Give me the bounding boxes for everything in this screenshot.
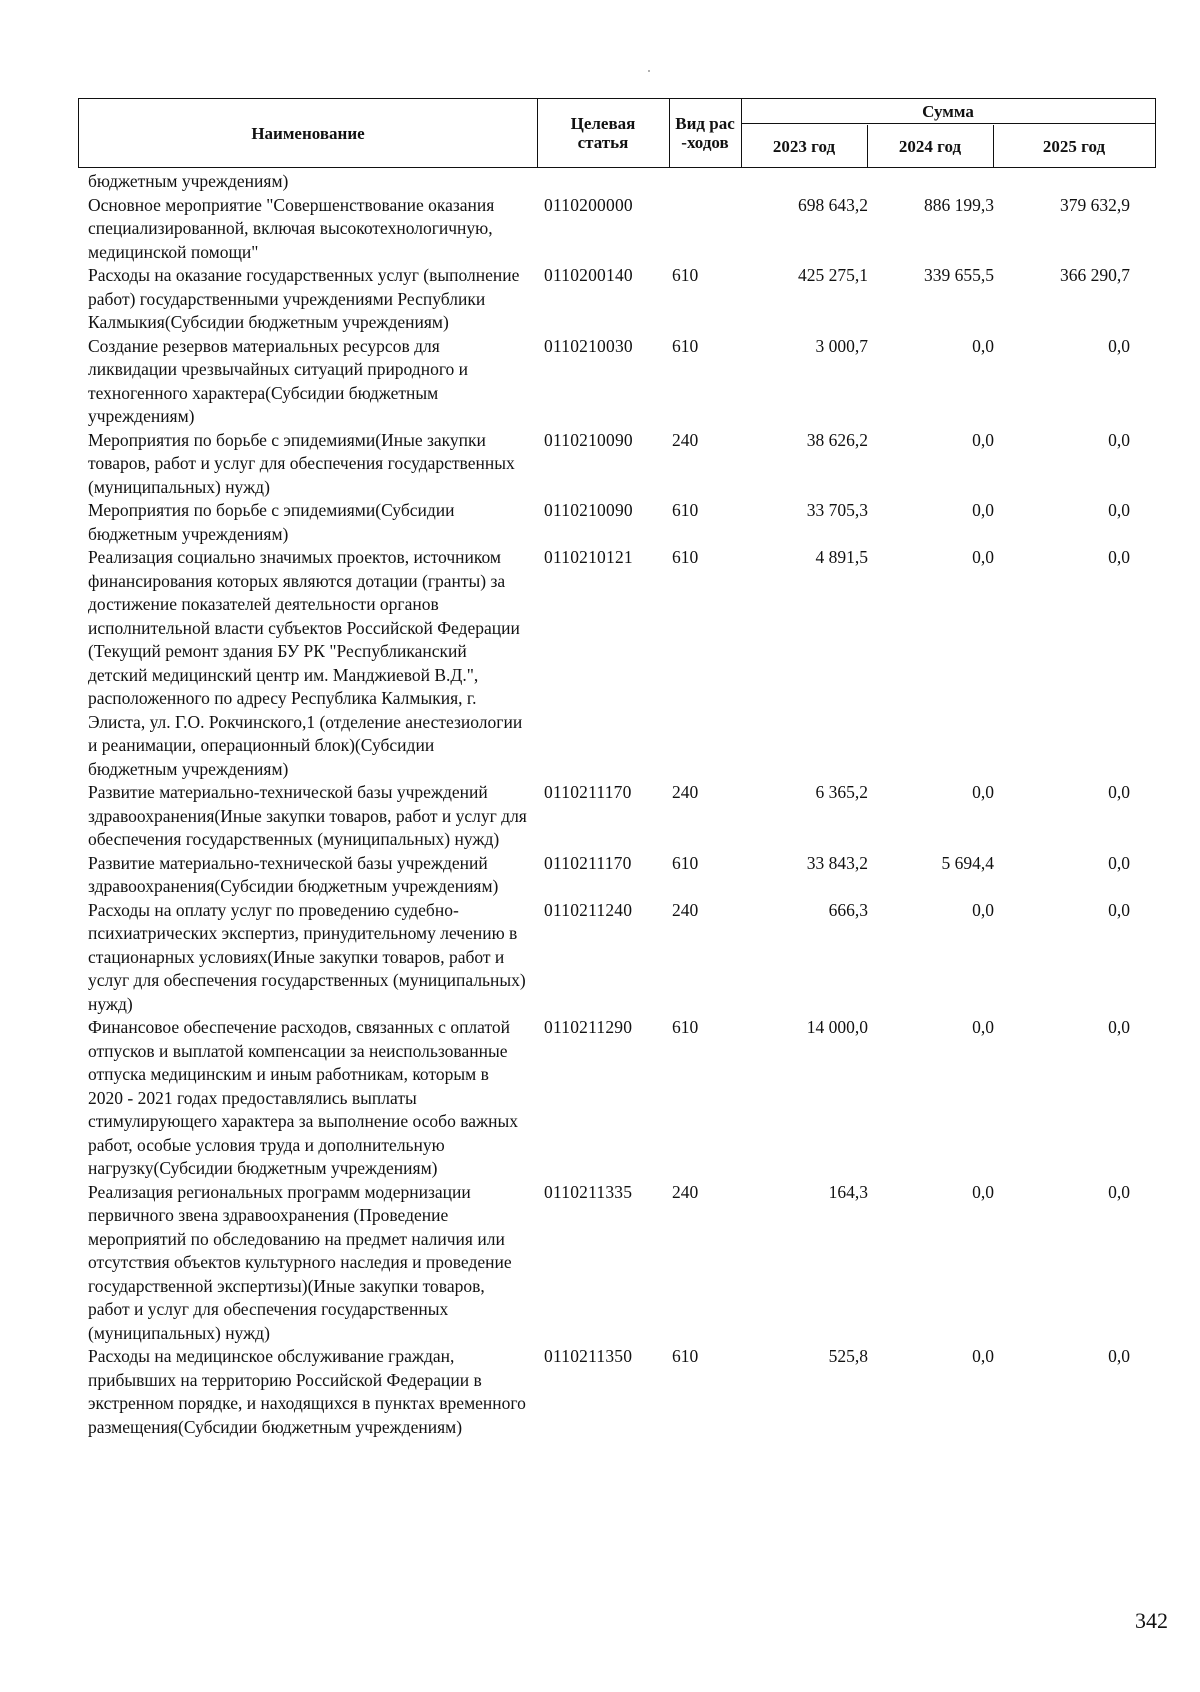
row-amount-2024: 0,0 [972,335,994,356]
row-amount-2024: 5 694,4 [941,852,994,873]
row-amount-2023: 38 626,2 [806,429,868,450]
row-expense-kind: 240 [672,1181,699,1202]
row-target-code: 0110211170 [544,852,632,873]
row-name: бюджетным учреждениям) [88,171,289,191]
row-name: Создание резервов материальных ресурсов для ликвидации чрезвычайных ситуаций природного и техногенного характера(Субсидии бюджетным учреждениям) [88,335,469,426]
row-amount-2023 [726,170,876,194]
row-expense-kind: 610 [672,335,699,356]
row-amount-2023: 4 891,5 [815,547,868,567]
row-expense-kind [662,194,726,265]
row-amount-2024: 0,0 [972,899,994,920]
row-amount-2025: 379 632,9 [1060,194,1130,215]
row-amount-2024: 0,0 [972,1181,994,1202]
row-amount-2024: 0,0 [972,1017,994,1037]
scan-speck [648,70,650,72]
page-number: 342 [1135,1608,1168,1633]
row-target-code: 0110211290 [544,1017,633,1037]
row-expense-kind: 610 [672,500,699,520]
row-amount-2025: 0,0 [1108,429,1130,450]
row-name: Расходы на оплату услуг по проведению судебно-психиатрических экспертиз, принудительному лечению в стационарных условиях(Иные закупки товаров, работ и услуг для обеспечения государственных (муниципальных) нужд) [88,899,526,1014]
table-row [88,1016,1158,1181]
row-target-code: 0110200140 [544,265,633,285]
row-expense-kind: 610 [672,1346,699,1366]
row-amount-2025: 0,0 [1108,500,1130,520]
row-amount-2025: 366 290,7 [1060,265,1130,285]
row-amount-2024: 0,0 [972,500,994,520]
header-sum: Сумма [922,101,974,121]
row-target-code: 0110200000 [544,194,633,215]
header-2023: 2023 год [772,136,836,156]
row-name: Реализация социально значимых проектов, источником финансирования которых являются дотации (гранты) за достижение показателей деятельности органов исполнительной власти субъектов Российской Федерации (Текущий ремонт здания БУ РК "Республиканский детский медицинский центр им. Манджиевой В.Д.", расположенного по адресу Республика Калмыкия, г. Элиста, ул. Г.О. Рокчинского,1 (отделение анестезиологии и реанимации, операционный блок)(Субсидии бюджетным учреждениям) [88,547,523,779]
row-amount-2023: 698 643,2 [798,194,868,215]
row-expense-kind: 240 [672,782,699,802]
row-amount-2023: 33 843,2 [806,852,868,873]
row-amount-2024: 0,0 [972,429,994,450]
row-target-code: 0110211335 [544,1181,633,1202]
row-expense-kind: 610 [672,1017,699,1037]
row-amount-2023: 3 000,7 [815,335,868,356]
row-target-code: 0110210090 [544,500,633,520]
row-amount-2024: 0,0 [972,547,994,567]
row-amount-2025: 0,0 [1108,547,1130,567]
row-target-code: 0110211240 [544,899,633,920]
row-amount-2025: 0,0 [1108,782,1130,802]
table-row [88,170,1158,194]
row-amount-2024: 339 655,5 [924,265,994,285]
row-target-code: 0110210121 [544,547,633,567]
row-expense-kind [662,170,726,194]
header-name: Наименование [251,123,365,143]
row-expense-kind: 240 [672,429,699,450]
row-amount-2024 [876,170,1002,194]
row-amount-2024: 886 199,3 [924,194,994,215]
row-target-code [536,170,662,194]
row-expense-kind: 240 [672,899,699,920]
row-amount-2024: 0,0 [972,782,994,802]
table-row [88,781,1158,852]
table-row [88,264,1158,335]
table-row [88,429,1158,500]
row-name: Расходы на медицинское обслуживание граждан, прибывших на территорию Российской Федерации в экстренном порядке, и находящихся в пунктах временного размещения(Субсидии бюджетным учреждениям) [88,1346,526,1437]
row-amount-2025: 0,0 [1108,335,1130,356]
table-row [88,335,1158,429]
row-amount-2025: 0,0 [1108,899,1130,920]
row-name: Мероприятия по борьбе с эпидемиями(Субсидии бюджетным учреждениям) [88,500,455,544]
table-row [88,499,1158,546]
row-amount-2025: 0,0 [1108,1181,1130,1202]
row-amount-2025 [1002,170,1138,194]
table-row [88,194,1158,265]
header-kind: Вид рас-ходов [675,114,735,152]
header-2025: 2025 год [1042,136,1106,156]
row-name: Основное мероприятие "Совершенствование оказания специализированной, включая высокотехнологичную, медицинской помощи" [88,194,495,262]
table-row [88,1345,1158,1439]
row-name: Финансовое обеспечение расходов, связанных с оплатой отпусков и выплатой компенсации за неиспользованные отпуска медицинским и иным работникам, которым в 2020 - 2021 годах предоставлялись выплаты стимулирующего характера за выполнение особо важных работ, особые условия труда и дополнительную нагрузку(Субсидии бюджетным учреждениям) [88,1017,518,1178]
row-amount-2023: 6 365,2 [815,782,868,802]
row-target-code: 0110211350 [544,1346,633,1366]
row-amount-2025: 0,0 [1108,1346,1130,1366]
row-name: Расходы на оказание государственных услуг (выполнение работ) государственными учреждениями Республики Калмыкия(Субсидии бюджетным учреждениям) [88,265,520,332]
row-name: Реализация региональных программ модернизации первичного звена здравоохранения (Проведение мероприятий по обследованию на предмет наличия или отсутствия объектов культурного наследия и проведение государственной экспертизы)(Иные закупки товаров, работ и услуг для обеспечения государственных (муниципальных) нужд) [88,1181,512,1343]
row-expense-kind: 610 [672,265,699,285]
row-amount-2023: 164,3 [828,1181,868,1202]
row-expense-kind: 610 [672,547,699,567]
row-target-code: 0110210090 [544,429,633,450]
row-expense-kind: 610 [672,852,699,873]
table-header [78,98,1156,168]
row-amount-2023: 33 705,3 [806,500,868,520]
row-amount-2023: 14 000,0 [806,1017,868,1037]
row-name: Развитие материально-технической базы учреждений здравоохранения(Субсидии бюджетным учреждениям) [88,852,499,896]
row-amount-2023: 666,3 [828,899,868,920]
row-name: Мероприятия по борьбе с эпидемиями(Иные закупки товаров, работ и услуг для обеспечения государственных (муниципальных) нужд) [88,429,515,497]
row-amount-2025: 0,0 [1108,852,1130,873]
row-target-code: 0110210030 [544,335,633,356]
table-row [88,546,1158,781]
row-amount-2024: 0,0 [972,1346,994,1366]
row-name: Развитие материально-технической базы учреждений здравоохранения(Иные закупки товаров, работ и услуг для обеспечения государственных (муниципальных) нужд) [88,782,527,849]
table-row [88,1181,1158,1346]
row-amount-2023: 525,8 [828,1346,868,1366]
header-2024: 2024 год [898,136,962,156]
row-amount-2023: 425 275,1 [798,265,868,285]
table-row [88,899,1158,1017]
row-target-code: 0110211170 [544,782,632,802]
header-target: Целевая статья [570,114,636,152]
row-amount-2025: 0,0 [1108,1017,1130,1037]
table-body [88,170,1158,1439]
table-row [88,852,1158,899]
